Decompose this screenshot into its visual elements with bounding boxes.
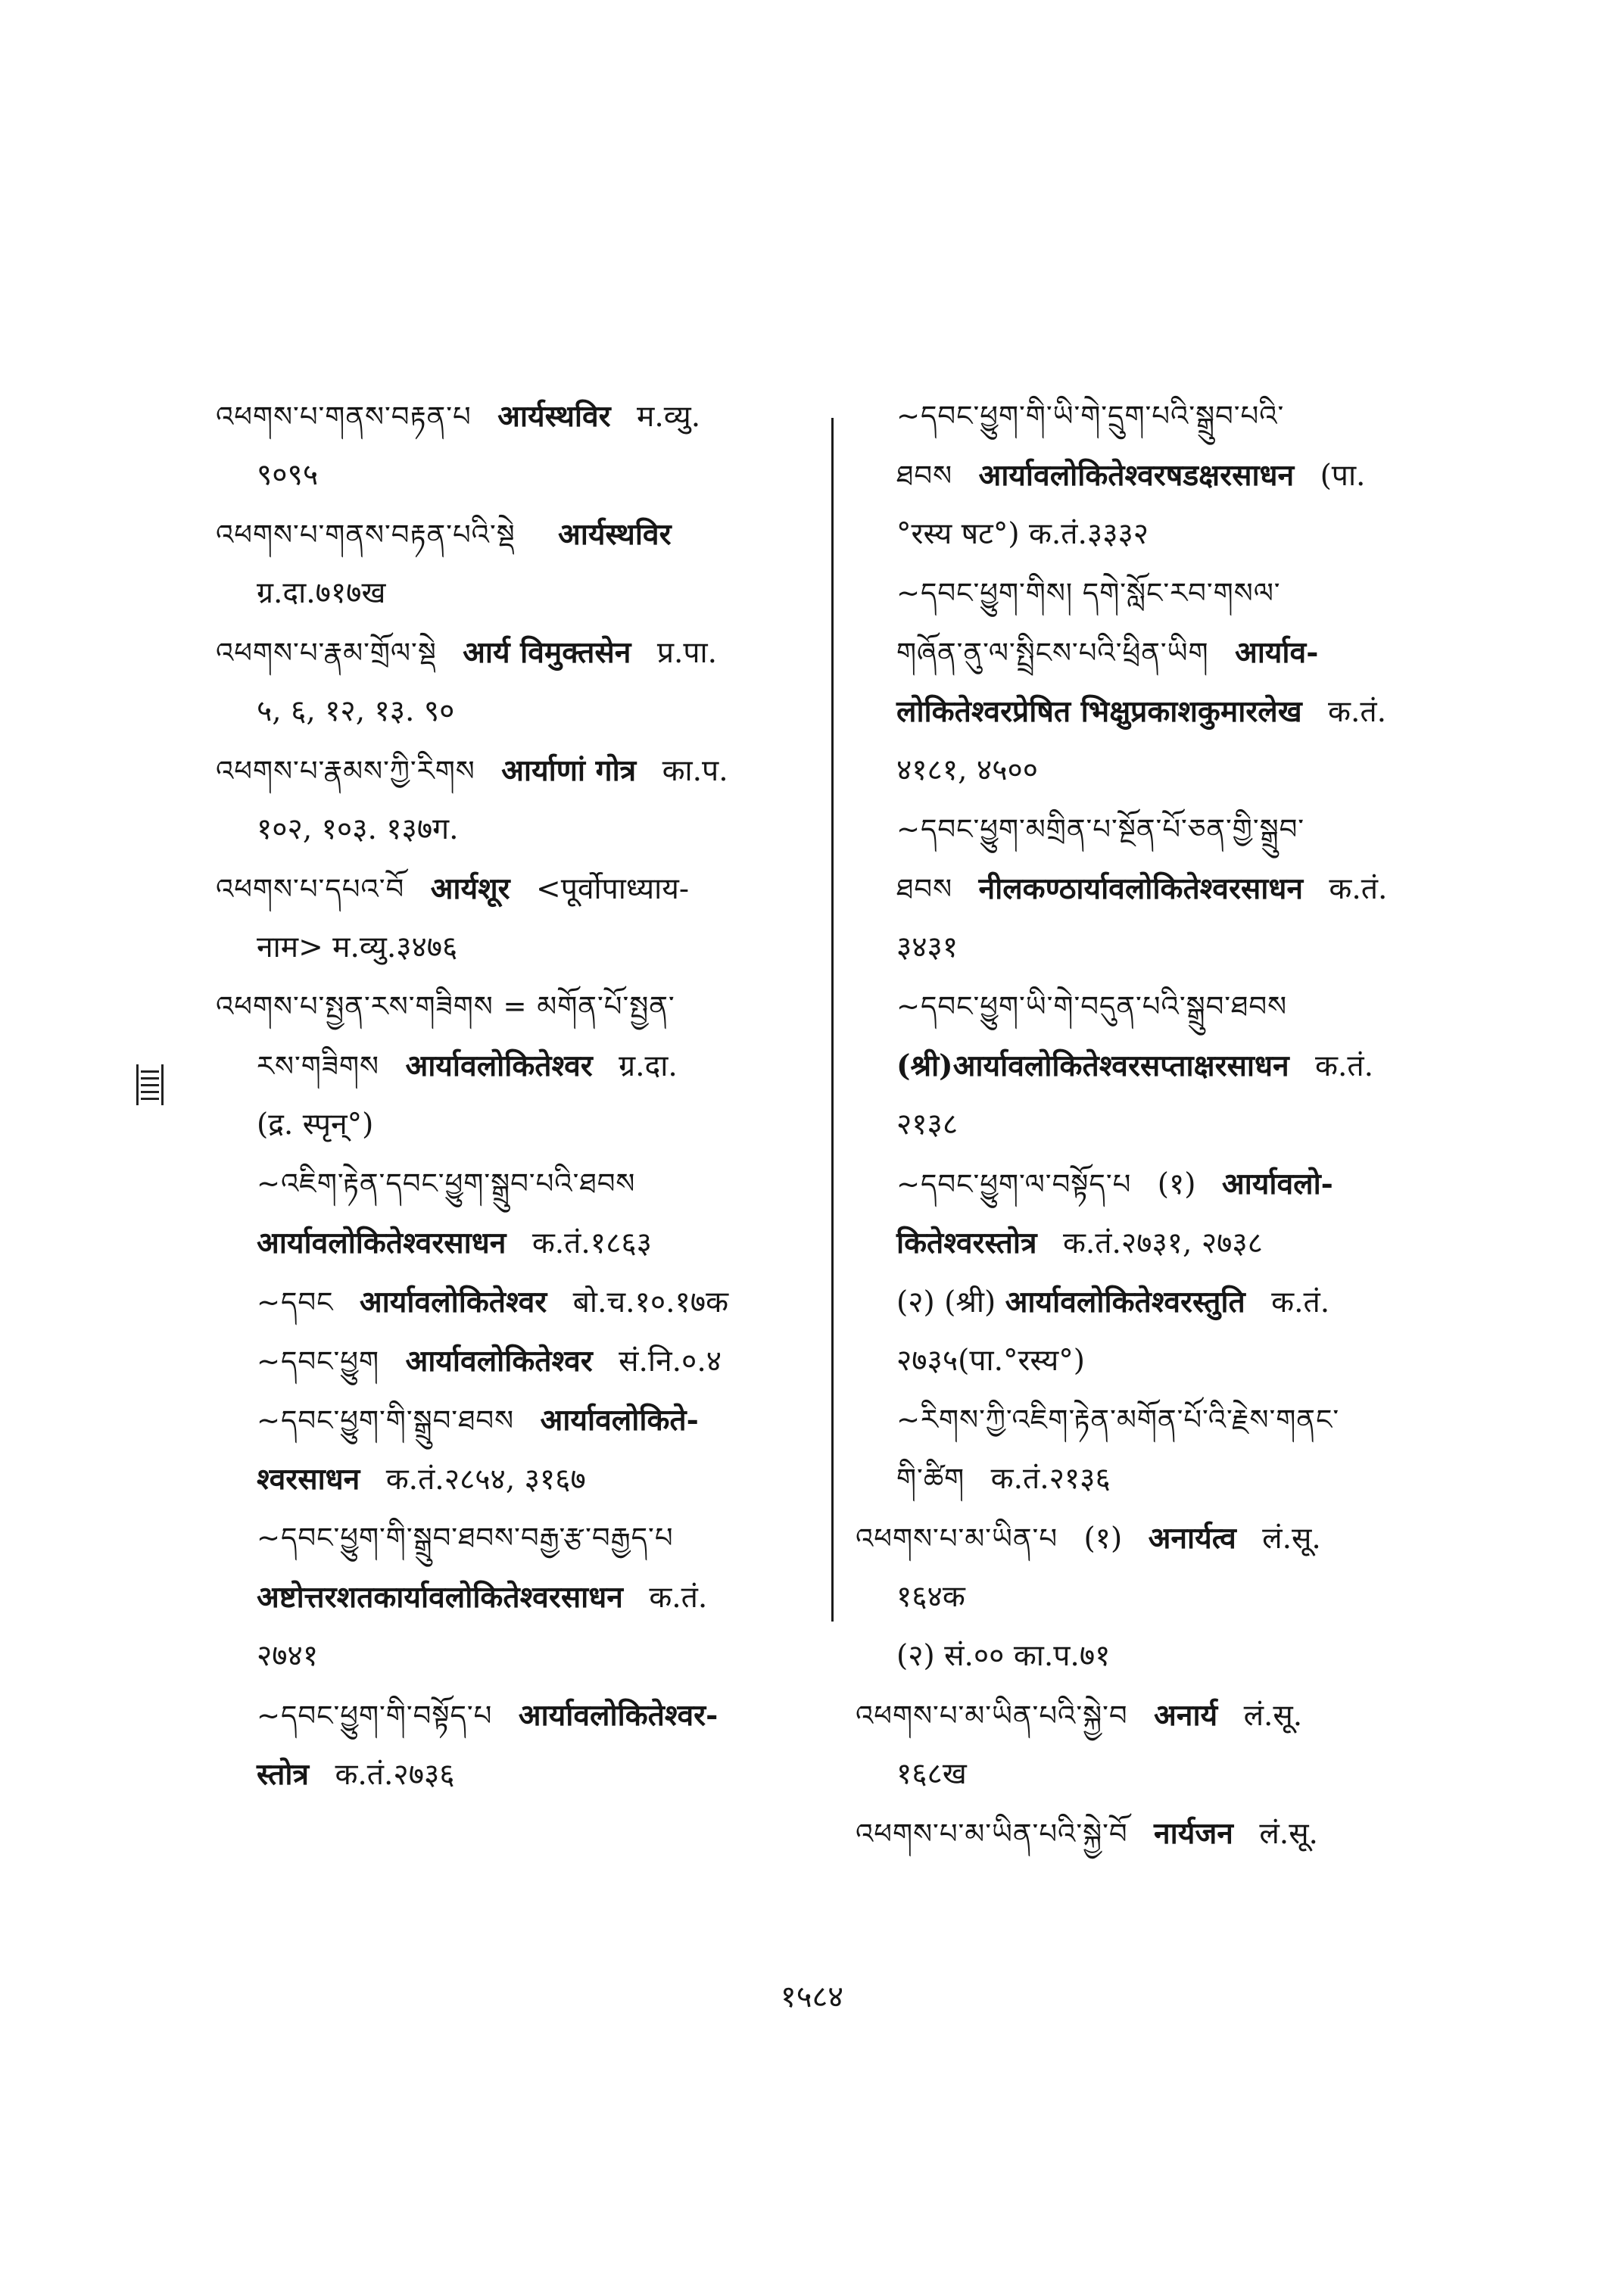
sanskrit-equivalent: नार्यजन xyxy=(1154,1816,1233,1851)
sanskrit-equivalent: आर्यावलोकितेश्वर xyxy=(359,1285,547,1319)
reference: (२) सं.०० का.प.७१ xyxy=(896,1639,1111,1673)
tibetan-headword: ~དབང་ཕྱུག xyxy=(257,1345,380,1378)
reference: म.व्यु. xyxy=(637,400,701,434)
tibetan-headword: གཞོན་ནུ་ལ་སྤྲིངས་པའི་ཕྲིན་ཡིག xyxy=(896,637,1209,669)
reference: क.तं. xyxy=(649,1581,708,1615)
tibetan-headword: ~དབང་ཕྱུག་གི་བསྟོད་པ xyxy=(257,1699,493,1732)
tibetan-headword: ~དབང་ཕྱུག་གི་སྒྲུབ་ཐབས་བརྒྱ་རྩ་བརྒྱད་པ xyxy=(257,1522,674,1554)
sanskrit-equivalent: (श्री)आर्यावलोकितेश्वरसप्ताक्षरसाधन xyxy=(896,1048,1289,1083)
entry-line xyxy=(216,1161,635,1207)
reference: ३४३१ xyxy=(896,930,959,964)
entry-line xyxy=(216,984,675,1030)
reference: क.तं. xyxy=(1328,695,1386,729)
reference: २७४१ xyxy=(257,1639,319,1673)
entry-line xyxy=(216,925,457,970)
reference: नाम> म.व्यु.३४७६ xyxy=(257,930,458,964)
reference: ९०९५ xyxy=(257,458,319,492)
entry-line xyxy=(856,1456,1111,1502)
entry-line xyxy=(856,1397,1339,1443)
tibetan-headword: འཕགས་པ་མ་ཡིན་པའི་སྐྱེ་བ xyxy=(856,1699,1128,1732)
reference: ४१८१, ४५०० xyxy=(896,753,1039,787)
reference: (१) xyxy=(1083,1522,1123,1556)
entry-line xyxy=(856,1220,1263,1266)
entry-line xyxy=(216,1575,707,1621)
reference: °रस्य षट°) क.तं.३३३२ xyxy=(896,517,1149,551)
entry-line xyxy=(216,1634,318,1679)
sanskrit-equivalent: अष्टोत्तरशतकार्यावलोकितेश्वरसाधन xyxy=(257,1580,623,1615)
reference: १६४क xyxy=(896,1580,965,1614)
entry-line xyxy=(216,689,454,734)
entry-line xyxy=(856,689,1386,735)
entry-line xyxy=(856,1102,958,1148)
reference: का.प. xyxy=(662,754,728,788)
tibetan-headword: འཕགས་པ་རྣམ་གྲོལ་སྡེ xyxy=(216,637,437,669)
entry-line xyxy=(216,1752,455,1798)
entry-line xyxy=(216,1102,373,1148)
reference: २१३८ xyxy=(896,1108,959,1142)
tibetan-headword: ~དབང xyxy=(257,1286,334,1319)
tibetan-headword: ~དབང་ཕྱུག་མགྲིན་པ་སྔོན་པོ་ཅན་གྱི་སྒྲུབ་ xyxy=(896,813,1305,846)
tibetan-headword: རས་གཟིགས xyxy=(257,1050,380,1083)
reference: लं.सू. xyxy=(1262,1522,1321,1556)
entry-line xyxy=(216,512,672,558)
entry-line xyxy=(216,866,689,912)
sanskrit-equivalent: आर्यस्थविर xyxy=(497,399,611,434)
reference: (पा. xyxy=(1320,459,1366,493)
reference: क.तं.२७३१, २७३८ xyxy=(1062,1226,1263,1260)
sanskrit-equivalent: आर्यावलो- xyxy=(1221,1167,1333,1201)
entry-line xyxy=(216,630,717,676)
entry-line xyxy=(856,1043,1373,1089)
entry-line xyxy=(216,748,728,794)
entry-line xyxy=(856,1516,1321,1562)
tibetan-headword: ཐབས xyxy=(896,873,953,905)
column-divider xyxy=(831,418,834,1622)
entry-line xyxy=(856,866,1387,912)
sanskrit-equivalent: आर्य विमुक्तसेन xyxy=(463,635,631,670)
entry-line xyxy=(216,1220,652,1266)
reference: सं.नि.०.४ xyxy=(619,1344,722,1379)
tibetan-headword: ~རིགས་ཀྱི་འཇིག་རྟེན་མགོན་པོ་འི་རྗེས་གནང་ xyxy=(896,1404,1340,1436)
reference: ग्र.दा.७१७ख xyxy=(257,576,386,610)
entry-line xyxy=(856,807,1304,852)
reference: क.तं. xyxy=(1271,1285,1330,1319)
entry-line xyxy=(856,512,1149,557)
reference: क.तं.२८५४, ३१६७ xyxy=(385,1463,586,1497)
tibetan-headword: འཕགས་པ་གནས་བརྟན་པའི་སྡེ xyxy=(216,519,516,551)
entry-line xyxy=(856,748,1038,793)
reference: <पूर्वोपाध्याय- xyxy=(536,872,690,906)
entry-line xyxy=(856,1338,1085,1384)
entry-line xyxy=(216,1693,718,1739)
reference: (द्र. स्पृन्°) xyxy=(257,1108,374,1142)
tibetan-headword: འཕགས་པ་གནས་བརྟན་པ xyxy=(216,400,472,433)
thumb-index-mark xyxy=(136,1064,164,1105)
reference: क.तं.१८६३ xyxy=(531,1226,652,1260)
sanskrit-equivalent: आर्याणां गोत्र xyxy=(501,753,637,788)
entry-line xyxy=(216,1456,586,1503)
entry-line xyxy=(216,571,385,616)
entry-line xyxy=(216,1397,699,1444)
entry-line xyxy=(856,984,1287,1030)
entry-line xyxy=(856,1811,1318,1857)
reference: २७३५(पा.°रस्य°) xyxy=(896,1344,1085,1378)
tibetan-headword: ~དབང་ཕྱུག་ཡི་གེ་བདུན་པའི་སྒྲུབ་ཐབས xyxy=(896,990,1288,1023)
entry-line xyxy=(856,1575,965,1620)
sanskrit-equivalent: कितेश्वरस्तोत्र xyxy=(896,1226,1037,1260)
entry-line xyxy=(856,1279,1329,1326)
sanskrit-equivalent: आर्यावलोकितेश्वर- xyxy=(518,1698,718,1733)
entry-line xyxy=(856,630,1318,676)
entry-line xyxy=(856,1634,1110,1679)
sanskrit-equivalent: आर्यावलोकिते- xyxy=(540,1403,699,1438)
sanskrit-equivalent: आर्यावलोकितेश्वर xyxy=(405,1048,593,1083)
entry-line xyxy=(856,1752,967,1797)
reference: (२) (श्री) xyxy=(896,1285,996,1319)
entry-line xyxy=(856,571,1281,616)
entry-line xyxy=(216,394,700,440)
sanskrit-equivalent: श्वरसाधन xyxy=(257,1462,360,1497)
tibetan-headword: འཕགས་པ་དཔའ་བོ xyxy=(216,873,405,905)
sanskrit-equivalent: आर्यस्थविर xyxy=(558,517,672,552)
entry-line xyxy=(216,807,458,852)
tibetan-headword: ~དབང་ཕྱུག་གིས། དགེ་སློང་རབ་གསལ་ xyxy=(896,577,1281,609)
tibetan-headword: འཕགས་པ་རྣམས་ཀྱི་རིགས xyxy=(216,755,475,787)
sanskrit-equivalent: आर्यावलोकितेश्वर xyxy=(405,1344,593,1379)
sanskrit-equivalent: नीलकण्ठार्यावलोकितेश्वरसाधन xyxy=(978,871,1303,906)
reference: क.तं. xyxy=(1315,1049,1374,1083)
sanskrit-equivalent: अनार्यत्व xyxy=(1148,1521,1236,1556)
tibetan-headword: ཐབས xyxy=(896,460,953,492)
sanskrit-equivalent: स्तोत्र xyxy=(257,1757,310,1792)
sanskrit-equivalent: आर्यशूर xyxy=(430,871,510,906)
reference: बो.च.१०.१७क xyxy=(572,1285,729,1319)
tibetan-headword: འཕགས་པ་མ་ཡིན་པ xyxy=(856,1522,1058,1555)
reference: १०२, १०३. १३७ग. xyxy=(257,812,459,846)
entry-line xyxy=(216,1043,678,1089)
reference: क.तं.२१३६ xyxy=(990,1462,1111,1496)
reference: क.तं.२७३६ xyxy=(335,1758,455,1792)
reference: १६८ख xyxy=(896,1757,967,1791)
reference: प्र.पा. xyxy=(656,636,718,670)
sanskrit-equivalent: अनार्य xyxy=(1154,1698,1218,1733)
reference: क.तं. xyxy=(1329,872,1388,906)
tibetan-headword: གི་ཚིག xyxy=(896,1463,965,1495)
reference: लं.सू. xyxy=(1243,1699,1303,1733)
reference: ग्र.दा. xyxy=(619,1049,678,1083)
tibetan-headword: ~དབང་ཕྱུག་གི་སྒྲུབ་ཐབས xyxy=(257,1404,515,1437)
page-number: १५८४ xyxy=(780,1980,844,2014)
tibetan-headword: འཕགས་པ་མ་ཡིན་པའི་སྐྱེ་བོ xyxy=(856,1818,1128,1850)
entry-line xyxy=(856,1693,1302,1739)
tibetan-headword: ~འཇིག་རྟེན་དབང་ཕྱུག་སྒྲུབ་པའི་ཐབས xyxy=(257,1167,636,1200)
sanskrit-equivalent: लोकितेश्वरप्रेषित भिक्षुप्रकाशकुमारलेख xyxy=(896,694,1302,729)
entry-line xyxy=(856,1161,1333,1207)
sanskrit-equivalent: आर्यावलोकितेश्वरसाधन xyxy=(257,1226,507,1260)
reference: ५, ६, १२, १३. ९० xyxy=(257,694,455,728)
entry-line xyxy=(216,1516,674,1561)
entry-line xyxy=(216,453,318,498)
tibetan-headword: ~དབང་ཕྱུག་ལ་བསྟོད་པ xyxy=(896,1168,1132,1201)
entry-line xyxy=(856,925,958,970)
sanskrit-equivalent: आर्याव- xyxy=(1234,635,1319,670)
entry-line xyxy=(216,1279,728,1326)
reference: (१) xyxy=(1157,1167,1196,1201)
reference: लं.सू. xyxy=(1259,1817,1318,1851)
tibetan-headword: ~དབང་ཕྱུག་གི་ཡི་གེ་དྲུག་པའི་སྒྲུབ་པའི་ xyxy=(896,400,1285,432)
entry-line xyxy=(216,1338,722,1385)
sanskrit-equivalent: आर्यावलोकितेश्वरषडक्षरसाधन xyxy=(978,458,1295,493)
sanskrit-equivalent: आर्यावलोकितेश्वरस्तुति xyxy=(1005,1285,1245,1319)
entry-line xyxy=(856,453,1365,499)
entry-line xyxy=(856,394,1284,439)
tibetan-headword: འཕགས་པ་སྤྱན་རས་གཟིགས = མགོན་པོ་སྤྱན་ xyxy=(216,990,675,1023)
